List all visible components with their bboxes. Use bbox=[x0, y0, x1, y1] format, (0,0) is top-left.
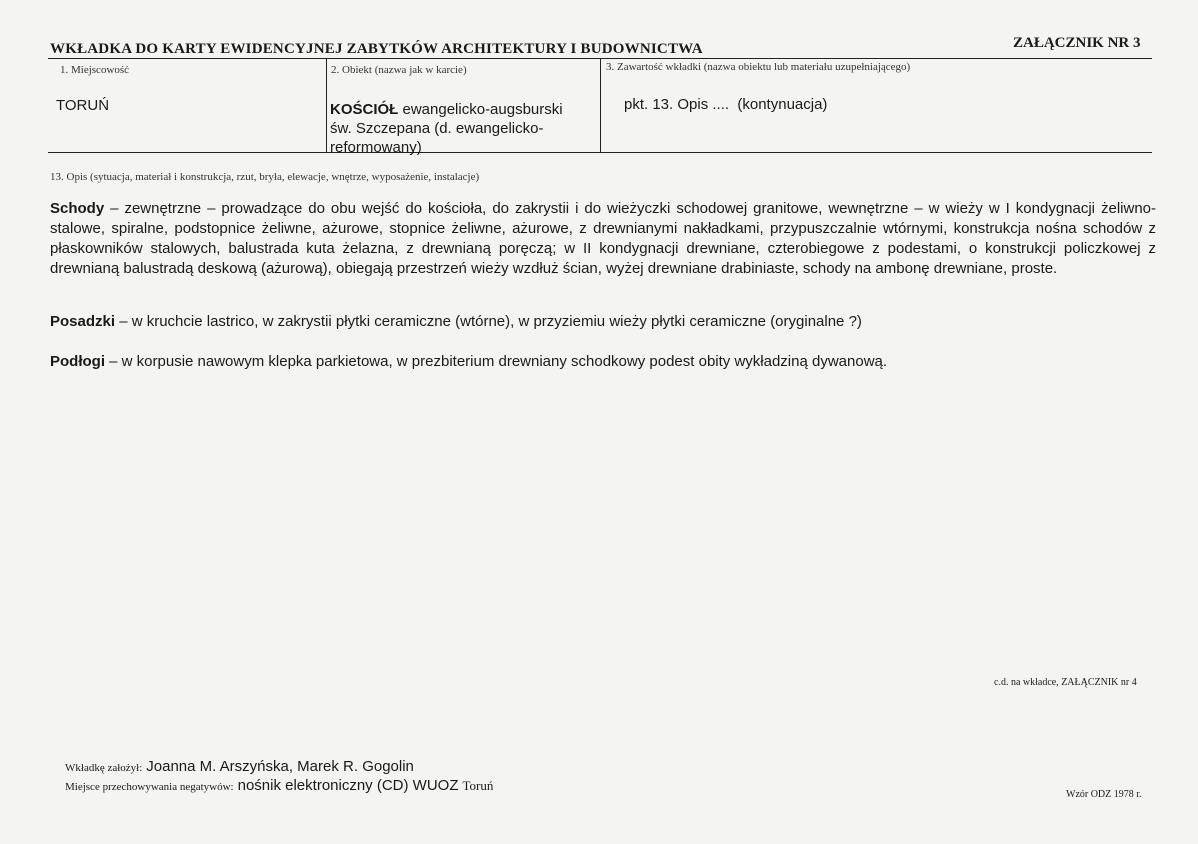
form-model: Wzór ODZ 1978 r. bbox=[1066, 789, 1142, 800]
object-value-rest: ewangelicko-augsburski św. Szczepana (d. ewangelicko-reformowany) bbox=[330, 101, 563, 156]
paragraph-heading: Schody bbox=[50, 200, 105, 217]
paragraph-podlogi bbox=[50, 352, 1156, 372]
continuation-note: c.d. na wkładce, ZAŁĄCZNIK nr 4 bbox=[994, 677, 1137, 688]
author-value: Joanna M. Arszyńska, Marek R. Gogolin bbox=[146, 758, 414, 775]
storage-city: Toruń bbox=[462, 778, 494, 793]
content-value: pkt. 13. Opis .... (kontynuacja) bbox=[624, 96, 828, 113]
table-divider-1 bbox=[326, 58, 327, 152]
paragraph-schody bbox=[50, 199, 1156, 279]
content-label: 3. Zawartość wkładki (nazwa obiektu lub materiału uzupełniającego) bbox=[606, 61, 911, 73]
storage-value: nośnik elektroniczny (CD) WUOZ bbox=[237, 777, 459, 794]
paragraph-text: – w korpusie nawowym klepka parkietowa, w prezbiterium drewniany schodkowy podest obity wykładziną dywanową. bbox=[105, 353, 888, 370]
storage-line bbox=[65, 777, 493, 795]
author-line bbox=[65, 758, 414, 776]
paragraph-heading: Podłogi bbox=[50, 353, 105, 370]
paragraph-posadzki bbox=[50, 312, 1156, 332]
object-label: 2. Obiekt (nazwa jak w karcie) bbox=[331, 64, 467, 76]
form-title: WKŁADKA DO KARTY EWIDENCYJNEJ ZABYTKÓW ARCHITEKTURY I BUDOWNICTWA bbox=[50, 41, 703, 57]
appendix-number: ZAŁĄCZNIK NR 3 bbox=[1013, 35, 1141, 51]
table-divider-2 bbox=[600, 58, 601, 152]
paragraph-heading: Posadzki bbox=[50, 313, 116, 330]
object-value-bold: KOŚCIÓŁ bbox=[330, 101, 399, 118]
paragraph-text: – w kruchcie lastrico, w zakrystii płytki ceramiczne (wtórne), w przyziemiu wieży płytki ceramiczne (oryginalne ?) bbox=[115, 313, 862, 330]
storage-label: Miejsce przechowywania negatywów: bbox=[65, 781, 234, 793]
place-value: TORUŃ bbox=[56, 97, 110, 114]
table-bottom-line bbox=[48, 152, 1152, 153]
paragraph-text: – zewnętrzne – prowadzące do obu wejść do kościoła, do zakrystii i do wieżyczki schodowej granitowe, wewnętrzne – w wieży w I kondygnacji żeliwno-stalowe, spiralne, podstopnice żeliwne, ażurowe, stopnice żeliwne, ażurowe, z drewnianymi nakładkami, przypuszczalnie wtórnymi, konstrukcja nośna schodów z płaskowników stalowych, balustrada kuta żelazna, z drewnianą poręczą; w II kondygnacji drewniane, czterobiegowe z podestami, o konstrukcji policzkowej z drewnianą balustradą deskową (ażurową), obiegają przestrzeń wieży wzdłuż ścian, wyżej drewniane drabiniaste, schody na ambonę drewniane, proste. bbox=[50, 200, 1156, 277]
place-label: 1. Miejscowość bbox=[60, 64, 130, 76]
section-label: 13. Opis (sytuacja, materiał i konstrukcja, rzut, bryła, elewacje, wnętrze, wyposażenie, instalacje) bbox=[50, 171, 480, 183]
object-value bbox=[330, 100, 588, 157]
author-label: Wkładkę założył: bbox=[65, 762, 143, 774]
